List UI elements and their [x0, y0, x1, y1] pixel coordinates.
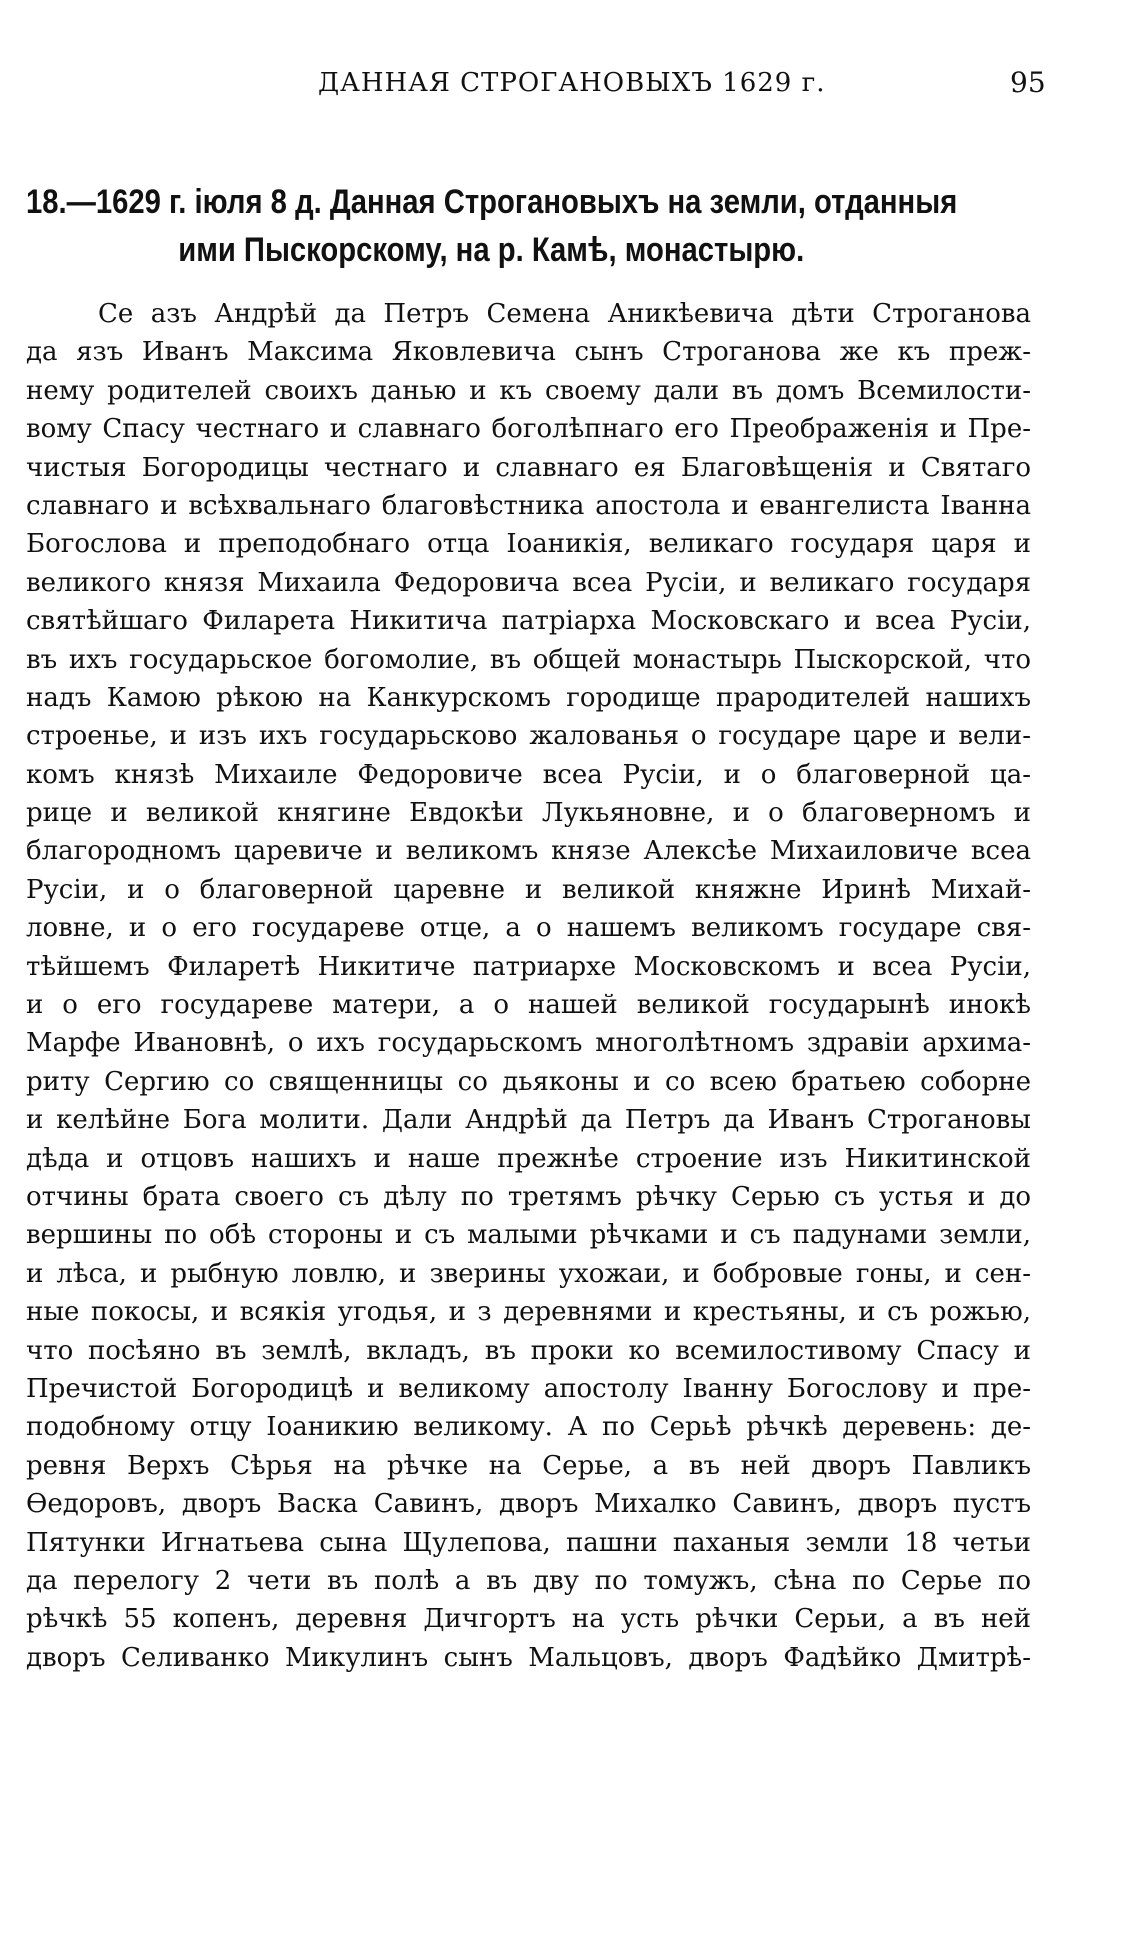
text-line: строенье, и изъ ихъ государьсково жалованья о государе царе и вели- [26, 721, 1031, 752]
running-head-title: ДАННАЯ СТРОГАНОВЫХЪ 1629 г. [318, 68, 826, 98]
text-line: ревня Верхъ Сѣрья на рѣчке на Серье, а въ ней дворъ Павликъ [26, 1450, 1031, 1481]
text-line: рице и великой княгине Евдокѣи Лукьяновне, и о благоверномъ и [26, 798, 1031, 829]
heading-line-2: ими Пыскорскому, на р. Камѣ, монастырю. [178, 231, 805, 269]
text-line: Се азъ Андрѣй да Петръ Семена Аникѣевича дѣти Строганова [98, 299, 1031, 329]
text-line: дворъ Селиванко Микулинъ сынъ Мальцовъ, дворъ Фадѣйко Дмитрѣ- [26, 1642, 1031, 1673]
heading-line-1: 18.—1629 г. іюля 8 д. Данная Строгановыхъ на земли, отданныя [26, 183, 958, 221]
text-line: Богослова и преподобнаго отца Іоаникія, великаго государя царя и [26, 529, 1031, 560]
text-line: ловне, и о его государеве отце, а о нашемъ великомъ государе свя- [26, 913, 1031, 944]
text-line: отчины брата своего съ дѣлу по третямъ рѣчку Серью съ устья и до [26, 1181, 1031, 1212]
text-line: Марфе Ивановнѣ, о ихъ государьскомъ многолѣтномъ здравіи архима- [26, 1028, 1031, 1059]
text-line: чистыя Богородицы честнаго и славнаго ея Благовѣщенія и Святаго [26, 452, 1031, 483]
text-line: и лѣса, и рыбную ловлю, и зверины ухожаи, и бобровые гоны, и сен- [26, 1258, 1031, 1289]
text-line: Өедоровъ, дворъ Васка Савинъ, дворъ Михалко Савинъ, дворъ пустъ [26, 1489, 1031, 1520]
text-line: Пятунки Игнатьева сына Щулепова, пашни паханыя земли 18 четьи [26, 1527, 1031, 1558]
text-line: нему родителей своихъ данью и къ своему дали въ домъ Всемилости- [26, 375, 1031, 406]
text-line: да язъ Иванъ Максима Яковлевича сынъ Строганова же къ преж- [26, 337, 1031, 368]
text-line: и келѣйне Бога молити. Дали Андрѣй да Петръ да Иванъ Строгановы [26, 1105, 1031, 1136]
text-line: вому Спасу честнаго и славнаго боголѣпнаго его Преображенія и Пре- [26, 414, 1031, 445]
document-heading [26, 178, 958, 274]
running-head [0, 68, 1140, 110]
text-line: рѣчкѣ 55 копенъ, деревня Дичгортъ на усть рѣчки Серьи, а въ ней [26, 1604, 1031, 1635]
text-line: славнаго и всѣхвальнаго благовѣстника апостола и евангелиста Іванна [26, 490, 1031, 521]
text-line: въ ихъ государьское богомолие, въ общей монастырь Пыскорской, что [26, 644, 1031, 675]
text-line: комъ князѣ Михаиле Федоровиче всеа Русіи, и о благоверной ца- [26, 759, 1031, 790]
text-line: дѣда и отцовъ нашихъ и наше прежнѣе строение изъ Никитинской [26, 1143, 1031, 1174]
text-line: и о его государеве матери, а о нашей великой государынѣ инокѣ [26, 990, 1031, 1021]
text-line: да перелогу 2 чети въ полѣ а въ дву по томужъ, сѣна по Серье по [26, 1565, 1031, 1596]
text-line: великого князя Михаила Федоровича всеа Русіи, и великаго государя [26, 567, 1031, 598]
text-line: надъ Камою рѣкою на Канкурскомъ городище прародителей нашихъ [26, 682, 1031, 713]
text-line: святѣйшаго Филарета Никитича патріарха Московскаго и всеа Русіи, [26, 606, 1031, 637]
text-line: Пречистой Богородицѣ и великому апостолу Іванну Богослову и пре- [26, 1373, 1031, 1404]
text-line: Русіи, и о благоверной царевне и великой княжне Иринѣ Михай- [26, 874, 1031, 905]
page-number: 95 [1010, 66, 1046, 99]
text-line: подобному отцу Іоаникию великому. А по Серьѣ рѣчкѣ деревень: де- [26, 1412, 1031, 1443]
text-line: тѣйшемъ Филаретѣ Никитиче патриархе Московскомъ и всеа Русіи, [26, 951, 1031, 982]
text-line: ные покосы, и всякія угодья, и з деревнями и крестьяны, и съ рожью, [26, 1297, 1031, 1328]
text-line: что посѣяно въ землѣ, вкладъ, въ проки ко всемилостивому Спасу и [26, 1335, 1031, 1366]
text-line: вершины по обѣ стороны и съ малыми рѣчками и съ падунами земли, [26, 1220, 1031, 1251]
body-text [26, 295, 1031, 1677]
text-line: благородномъ царевиче и великомъ князе Алексѣе Михаиловиче всеа [26, 836, 1031, 867]
text-line: риту Сергию со священницы со дьяконы и со всею братьею соборне [26, 1066, 1031, 1097]
